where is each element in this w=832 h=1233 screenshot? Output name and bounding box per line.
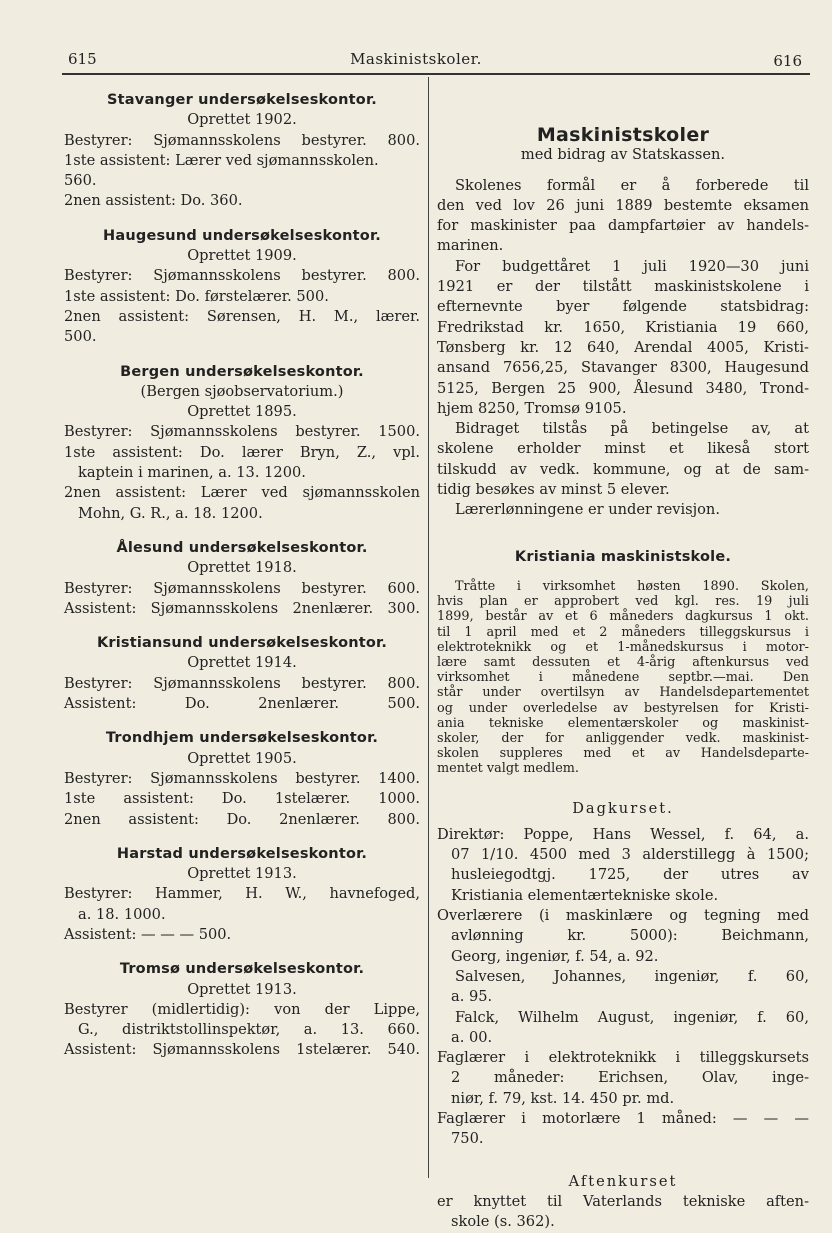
- text-line: 2nen assistent: Lærer ved sjømannsskolen: [64, 484, 420, 502]
- text-line: 1ste assistent: Do. førstelærer. 500.: [64, 287, 329, 305]
- founded-line: Oprettet 1914.: [187, 654, 297, 672]
- small-text-line: hvis plan er approbert ved kgl. res. 19 juli: [437, 594, 809, 610]
- subsection-heading: Aftenkurset: [568, 1172, 678, 1190]
- small-text-line: 1899, består av et 6 måneders dagkursus 1 okt.: [437, 609, 809, 625]
- text-line: Bidraget tilstås på betingelse av, at: [455, 420, 809, 438]
- small-text-line: skoler, der for anliggender vedk. maskinist-: [437, 730, 809, 746]
- text-line: ansand 7656,25, Stavanger 8300, Haugesund: [437, 359, 809, 377]
- small-text-line: elektroteknikk og et 1-månedskursus i motor-: [437, 639, 809, 655]
- section-heading: Trondhjem undersøkelseskontor.: [105, 730, 379, 747]
- text-line: 750.: [451, 1130, 484, 1148]
- text-line: 1ste assistent: Do. 1stelærer. 1000.: [64, 790, 420, 808]
- text-line: 560.: [64, 172, 97, 190]
- text-line: Overlærere (i maskinlære og tegning med: [437, 907, 809, 925]
- bergen-section: [64, 362, 420, 524]
- text-line: Bestyrer: Sjømannsskolens bestyrer. 1400.: [64, 769, 420, 787]
- small-text-line: Tråtte i virksomhet høsten 1890. Skolen,: [455, 578, 809, 594]
- text-line: 2 måneder: Erichsen, Olav, inge-: [451, 1069, 809, 1087]
- text-line: Salvesen, Johannes, ingeniør, f. 60,: [455, 967, 809, 985]
- text-line: Assistent: — — — 500.: [64, 925, 232, 943]
- text-line: Bestyrer: Sjømannsskolens bestyrer. 1500.: [64, 423, 420, 441]
- text-line: for maskinister paa dampfartøier av handels-: [437, 217, 809, 235]
- text-line: Bestyrer: Sjømannsskolens bestyrer. 800.: [64, 267, 420, 285]
- alesund-section: [64, 538, 420, 619]
- text-line: kaptein i marinen, a. 13. 1200.: [78, 464, 306, 482]
- main-subtitle: med bidrag av Statskassen.: [520, 146, 726, 164]
- text-line: For budgettåret 1 juli 1920—30 juni: [455, 257, 809, 275]
- text-line: skole (s. 362).: [451, 1213, 555, 1231]
- text-line: 500.: [64, 328, 97, 346]
- text-line: 2nen assistent: Sørensen, H. M., lærer.: [64, 307, 420, 325]
- text-line: Assistent: Do. 2nenlærer. 500.: [64, 695, 420, 713]
- text-line: Mohn, G. R., a. 18. 1200.: [78, 504, 263, 522]
- text-line: Bestyrer (midlertidig): von der Lippe,: [64, 1000, 420, 1018]
- text-line: 1ste assistent: Do. lærer Bryn, Z., vpl.: [64, 443, 420, 461]
- small-text-line: virksomhet i månedene septbr.—mai. Den: [437, 670, 809, 686]
- section-heading: Kristiania maskinistskole.: [514, 548, 732, 565]
- section-heading: Bergen undersøkelseskontor.: [120, 363, 364, 380]
- founded-line: Oprettet 1918.: [187, 559, 297, 577]
- section-heading: Ålesund undersøkelseskontor.: [116, 539, 368, 556]
- text-line: niør, f. 79, kst. 14. 450 pr. md.: [451, 1089, 675, 1107]
- text-line: skolene erholder minst et likeså stort: [437, 440, 809, 458]
- text-line: Bestyrer: Sjømannsskolens bestyrer. 800.: [64, 131, 420, 149]
- text-line: Tønsberg kr. 12 640, Arendal 4005, Kristi-: [437, 338, 809, 356]
- tromso-section: [64, 959, 420, 1060]
- text-line: Bestyrer: Sjømannsskolens bestyrer. 800.: [64, 674, 420, 692]
- text-line: a. 18. 1000.: [78, 905, 166, 923]
- text-line: tidig besøkes av minst 5 elever.: [437, 481, 670, 499]
- page-number-left: 615: [68, 50, 97, 68]
- text-line: er knyttet til Vaterlands tekniske aften-: [437, 1192, 809, 1210]
- founded-line: Oprettet 1913.: [187, 980, 297, 998]
- trondhjem-section: [64, 728, 420, 829]
- text-line: avlønning kr. 5000): Beichmann,: [451, 927, 809, 945]
- section-heading: Haugesund undersøkelseskontor.: [103, 227, 381, 244]
- small-text-line: ania tekniske elementærskoler og maskinist-: [437, 715, 809, 731]
- header-rule: [62, 73, 810, 75]
- small-text-line: mentet valgt medlem.: [437, 761, 579, 777]
- text-line: G., distriktstollinspektør, a. 13. 660.: [78, 1021, 420, 1039]
- text-line: 1921 er der tilstått maskinistskolene i: [437, 278, 809, 296]
- kristiansund-section: [64, 633, 420, 714]
- text-line: a. 95.: [451, 988, 493, 1006]
- text-line: Bestyrer: Sjømannsskolens bestyrer. 600.: [64, 579, 420, 597]
- text-line: Assistent: Sjømannsskolens 2nenlærer. 300.: [64, 599, 420, 617]
- column-divider: [428, 77, 429, 1178]
- small-text-line: lære samt dessuten et 4-årig aftenkursus ved: [437, 654, 809, 670]
- text-line: Assistent: Sjømannsskolens 1stelærer. 540.: [64, 1041, 420, 1059]
- section-heading: Kristiansund undersøkelseskontor.: [96, 635, 388, 652]
- text-line: 5125, Bergen 25 900, Ålesund 3480, Trond-: [437, 379, 809, 397]
- text-line: Fredrikstad kr. 1650, Kristiania 19 660,: [437, 318, 809, 336]
- stavanger-section: [64, 90, 420, 212]
- founded-line: Oprettet 1902.: [187, 111, 297, 129]
- left-column: [64, 78, 420, 1061]
- haugesund-section: [64, 226, 420, 348]
- running-title: Maskinistskoler.: [350, 50, 482, 68]
- text-line: husleiegodtgj. 1725, der utres av: [451, 866, 809, 884]
- page-number-right: 616: [773, 52, 802, 70]
- section-heading: Stavanger undersøkelseskontor.: [107, 92, 377, 108]
- text-line: Bestyrer: Hammer, H. W., havnefoged,: [64, 885, 420, 903]
- text-line: Kristiania elementærtekniske skole.: [451, 886, 719, 904]
- text-line: Skolenes formål er å forberede til: [455, 176, 809, 194]
- founded-line: Oprettet 1905.: [187, 749, 297, 767]
- harstad-section: [64, 844, 420, 945]
- text-line: Falck, Wilhelm August, ingeniør, f. 60,: [455, 1008, 809, 1026]
- text-line: efternevnte byer følgende statsbidrag:: [437, 298, 809, 316]
- subsection-heading: Dagkurset.: [572, 799, 674, 817]
- text-line: den ved lov 26 juni 1889 bestemte eksamen: [437, 196, 809, 214]
- text-line: hjem 8250, Tromsø 9105.: [437, 399, 627, 417]
- text-line: Faglærer i elektroteknikk i tilleggskursets: [437, 1049, 809, 1067]
- small-text-line: står under overtilsyn av Handelsdepartementet: [437, 685, 809, 701]
- section-heading: Tromsø undersøkelseskontor.: [119, 961, 365, 978]
- section-heading: Harstad undersøkelseskontor.: [116, 845, 368, 862]
- small-text-line: og under overledelse av bestyrelsen for Kristi-: [437, 700, 809, 716]
- founded-line: Oprettet 1895.: [187, 403, 297, 421]
- text-line: Lærerlønningene er under revisjon.: [455, 501, 720, 519]
- main-title: Maskinistskoler: [536, 124, 710, 146]
- text-line: Direktør: Poppe, Hans Wessel, f. 64, a.: [437, 825, 809, 843]
- text-line: Faglærer i motorlære 1 måned: — — —: [437, 1110, 809, 1128]
- subheading: (Bergen sjøobservatorium.): [140, 382, 344, 400]
- text-line: 07 1/10. 4500 med 3 alderstillegg à 1500;: [451, 846, 809, 864]
- right-column: [437, 78, 809, 1233]
- text-line: Georg, ingeniør, f. 54, a. 92.: [451, 947, 659, 965]
- text-line: 2nen assistent: Do. 360.: [64, 192, 243, 210]
- page-header: [0, 0, 832, 70]
- text-line: marinen.: [437, 237, 504, 255]
- small-text-line: til 1 april med et 2 måneders tilleggskursus i: [437, 624, 809, 640]
- text-line: 2nen assistent: Do. 2nenlærer. 800.: [64, 810, 420, 828]
- founded-line: Oprettet 1913.: [187, 865, 297, 883]
- founded-line: Oprettet 1909.: [187, 247, 297, 265]
- text-line: a. 00.: [451, 1028, 493, 1046]
- small-text-line: skolen suppleres med et av Handelsdeparte-: [437, 746, 809, 762]
- text-line: 1ste assistent: Lærer ved sjømannsskolen.: [64, 151, 379, 169]
- text-line: tilskudd av vedk. kommune, og at de sam-: [437, 460, 809, 478]
